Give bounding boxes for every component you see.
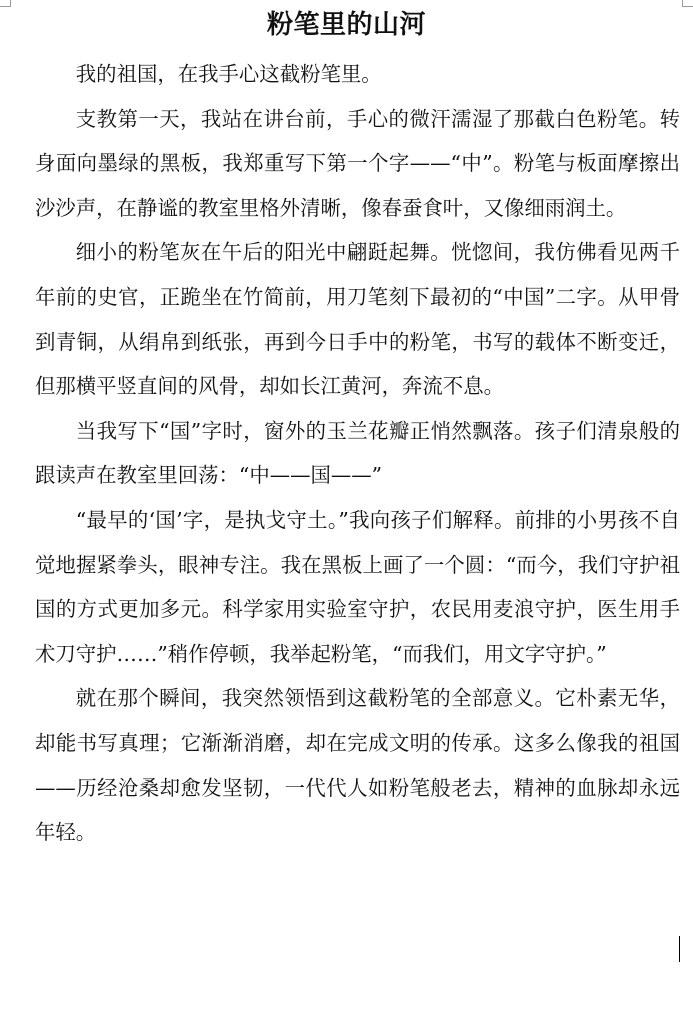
paragraph-3: 细小的粉笔灰在午后的阳光中翩跹起舞。恍惚间，我仿佛看见两千年前的史官，正跪坐在竹简前，用刀笔刻下最初的“中国”二字。从甲骨到青铜，从绢帛到纸张，再到今日手中的粉笔，书写的载体不断变迁，但那横平竖直间的风骨，却如长江黄河，奔流不息。 — [35, 240, 680, 399]
document-title: 粉笔里的山河 — [266, 10, 426, 40]
paragraph-1: 我的祖国，在我手心这截粉笔里。 — [75, 62, 382, 86]
paragraph-4: 当我写下“国”字时，窗外的玉兰花瓣正悄然飘落。孩子们清泉般的跟读声在教室里回荡：“中——国——” — [35, 418, 680, 488]
document-body[interactable] — [35, 52, 680, 855]
paragraph-5: “最早的‘国’字，是执戈守土。”我向孩子们解释。前排的小男孩不自觉地握紧拳头，眼神专注。我在黑板上画了一个圆：“而今，我们守护祖国的方式更加多元。科学家用实验室守护，农民用麦浪守护，医生用手术刀守护……”稍作停顿，我举起粉笔，“而我们，用文字守护。” — [35, 507, 680, 666]
paragraph-6: 就在那个瞬间，我突然领悟到这截粉笔的全部意义。它朴素无华，却能书写真理；它渐渐消磨，却在完成文明的传承。这多么像我的祖国——历经沧桑却愈发坚韧，一代代人如粉笔般老去，精神的血脉却永远年轻。 — [35, 686, 680, 845]
paragraph-2: 支教第一天，我站在讲台前，手心的微汗濡湿了那截白色粉笔。转身面向墨绿的黑板，我郑重写下第一个字——“中”。粉笔与板面摩擦出沙沙声，在静谧的教室里格外清晰，像春蚕食叶，又像细雨润土。 — [35, 106, 680, 220]
text-cursor — [679, 936, 680, 962]
